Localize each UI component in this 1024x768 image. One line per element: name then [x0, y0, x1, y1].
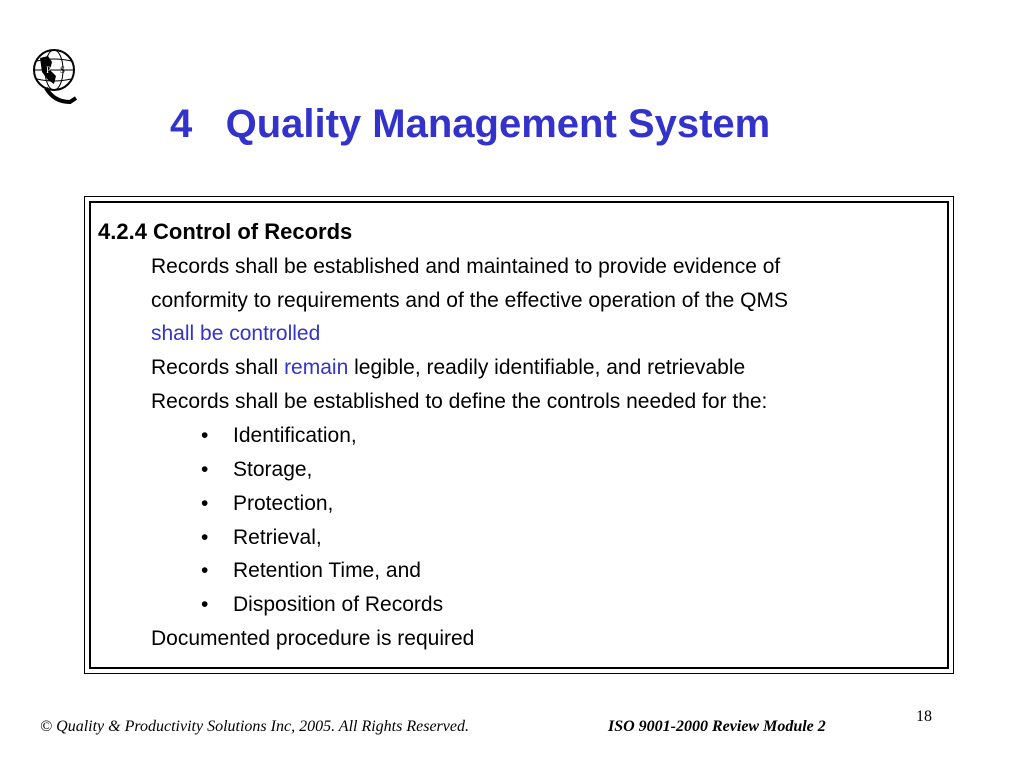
bullet-dot-icon: •	[201, 559, 209, 582]
body-line-4-highlight: remain	[284, 356, 349, 379]
bullet-text: Identification,	[233, 424, 357, 447]
footer-module: ISO 9001-2000 Review Module 2	[608, 718, 826, 735]
bullet-item	[201, 491, 333, 517]
bullet-item	[201, 423, 357, 449]
bullet-dot-icon: •	[201, 492, 209, 515]
bullet-dot-icon: •	[201, 458, 209, 481]
bullet-item	[201, 525, 322, 551]
bullet-item	[201, 592, 443, 618]
body-line-5: Records shall be established to define the controls needed for the:	[151, 390, 768, 413]
body-line-3-highlight: shall be controlled	[151, 322, 321, 345]
body-line-2: conformity to requirements and of the effective operation of the QMS	[151, 289, 788, 312]
bullet-dot-icon: •	[201, 424, 209, 447]
slide-title: 4 Quality Management System	[170, 102, 771, 146]
bullet-text: Disposition of Records	[233, 593, 444, 616]
globe-q-logo-icon	[26, 42, 82, 108]
logo-letter-s: S	[60, 65, 66, 75]
bullet-dot-icon: •	[201, 526, 209, 549]
bullet-text: Protection,	[233, 492, 334, 515]
footer-copyright: © Quality & Productivity Solutions Inc, 2005. All Rights Reserved.	[40, 718, 469, 735]
section-heading: 4.2.4 Control of Records	[98, 219, 353, 244]
page-number: 18	[916, 708, 932, 725]
body-line-1: Records shall be established and maintained to provide evidence of	[151, 255, 781, 278]
bullet-item	[201, 558, 421, 584]
body-line-4-pre: Records shall	[151, 356, 285, 379]
bullet-text: Retention Time, and	[233, 559, 421, 582]
bullet-text: Retrieval,	[233, 526, 322, 549]
body-line-4	[151, 355, 745, 381]
bullet-text: Storage,	[233, 458, 313, 481]
bullet-dot-icon: •	[201, 593, 209, 616]
body-line-last: Documented procedure is required	[151, 627, 475, 650]
bullet-item	[201, 457, 312, 483]
logo-letter-p: P	[46, 65, 52, 75]
body-line-4-post: legible, readily identifiable, and retrievable	[348, 356, 746, 379]
